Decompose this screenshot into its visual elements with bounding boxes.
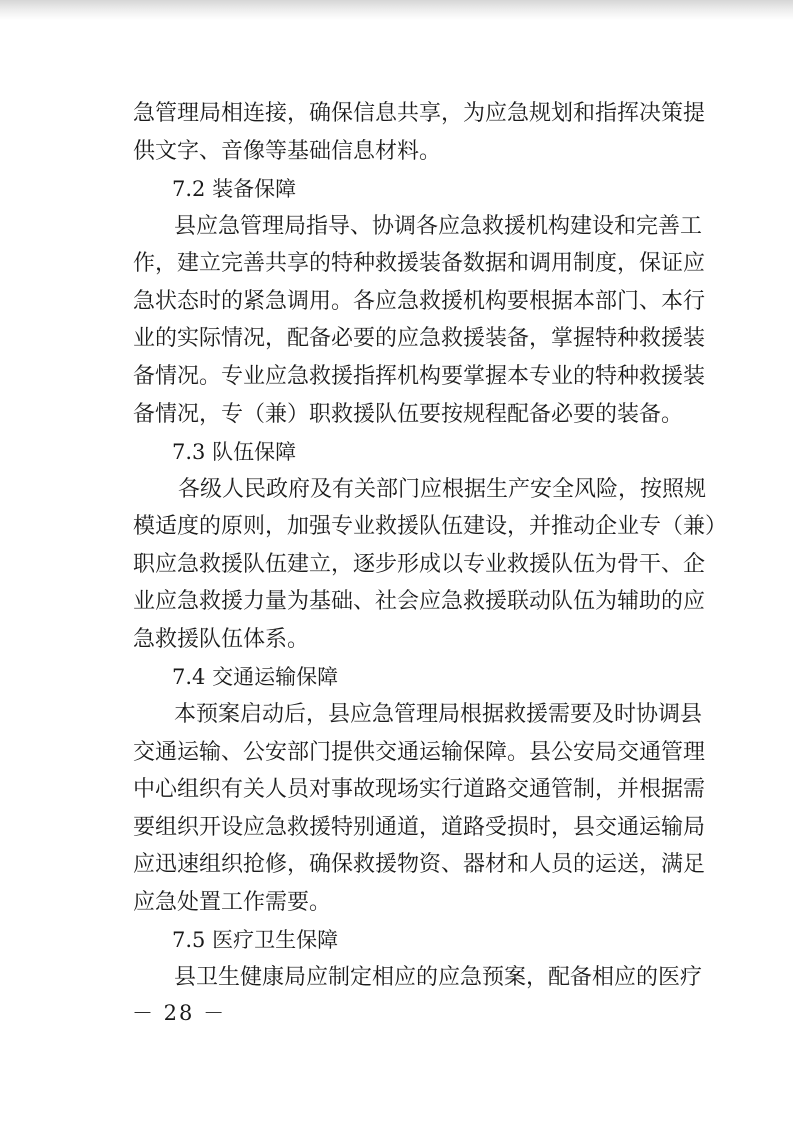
- paragraph-line: 急管理局相连接，确保信息共享，为应急规划和指挥决策提: [133, 101, 706, 126]
- paragraph-line: 应迅速组织抢修，确保救援物资、器材和人员的运送，满足: [133, 852, 706, 877]
- paragraph-line: 模适度的原则，加强专业救援队伍建设，并推动企业专（兼）: [133, 514, 728, 539]
- paragraph-line: 急状态时的紧急调用。各应急救援机构要根据本部门、本行: [133, 289, 706, 314]
- paragraph-line: 县应急管理局指导、协调各应急救援机构建设和完善工: [174, 214, 703, 239]
- scan-edge: [0, 0, 793, 20]
- paragraph-line: 供文字、音像等基础信息材料。: [133, 139, 442, 164]
- paragraph-line: 县卫生健康局应制定相应的应急预案，配备相应的医疗: [174, 965, 703, 990]
- paragraph-line: 业应急救援力量为基础、社会应急救援联动队伍为辅助的应: [133, 589, 706, 614]
- paragraph-line: 备情况。专业应急救援指挥机构要掌握本专业的特种救援装: [133, 364, 706, 389]
- paragraph-line: 中心组织有关人员对事故现场实行道路交通管制，并根据需: [133, 777, 706, 802]
- paragraph-line: 本预案启动后，县应急管理局根据救援需要及时协调县: [174, 702, 703, 727]
- paragraph-line: 职应急救援队伍建立，逐步形成以专业救援队伍为骨干、企: [133, 552, 706, 577]
- paragraph-line: 急救援队伍体系。: [133, 627, 310, 652]
- section-heading-7-3: 7.3 队伍保障: [172, 440, 297, 464]
- paragraph-line: 应急处置工作需要。: [133, 890, 332, 915]
- section-heading-7-2: 7.2 装备保障: [172, 177, 297, 201]
- paragraph-line: 要组织开设应急救援特别通道，道路受损时，县交通运输局: [133, 815, 706, 840]
- section-heading-7-4: 7.4 交通运输保障: [172, 665, 339, 689]
- page-number: － 28 －: [132, 1001, 227, 1025]
- paragraph-line: 交通运输、公安部门提供交通运输保障。县公安局交通管理: [133, 740, 706, 765]
- paragraph-line: 作，建立完善共享的特种救援装备数据和调用制度，保证应: [133, 251, 706, 276]
- section-heading-7-5: 7.5 医疗卫生保障: [172, 928, 339, 952]
- paragraph-line: 各级人民政府及有关部门应根据生产安全风险，按照规: [178, 477, 707, 502]
- paragraph-line: 业的实际情况，配备必要的应急救援装备，掌握特种救援装: [133, 326, 706, 351]
- paragraph-line: 备情况，专（兼）职救援队伍要按规程配备必要的装备。: [133, 402, 684, 427]
